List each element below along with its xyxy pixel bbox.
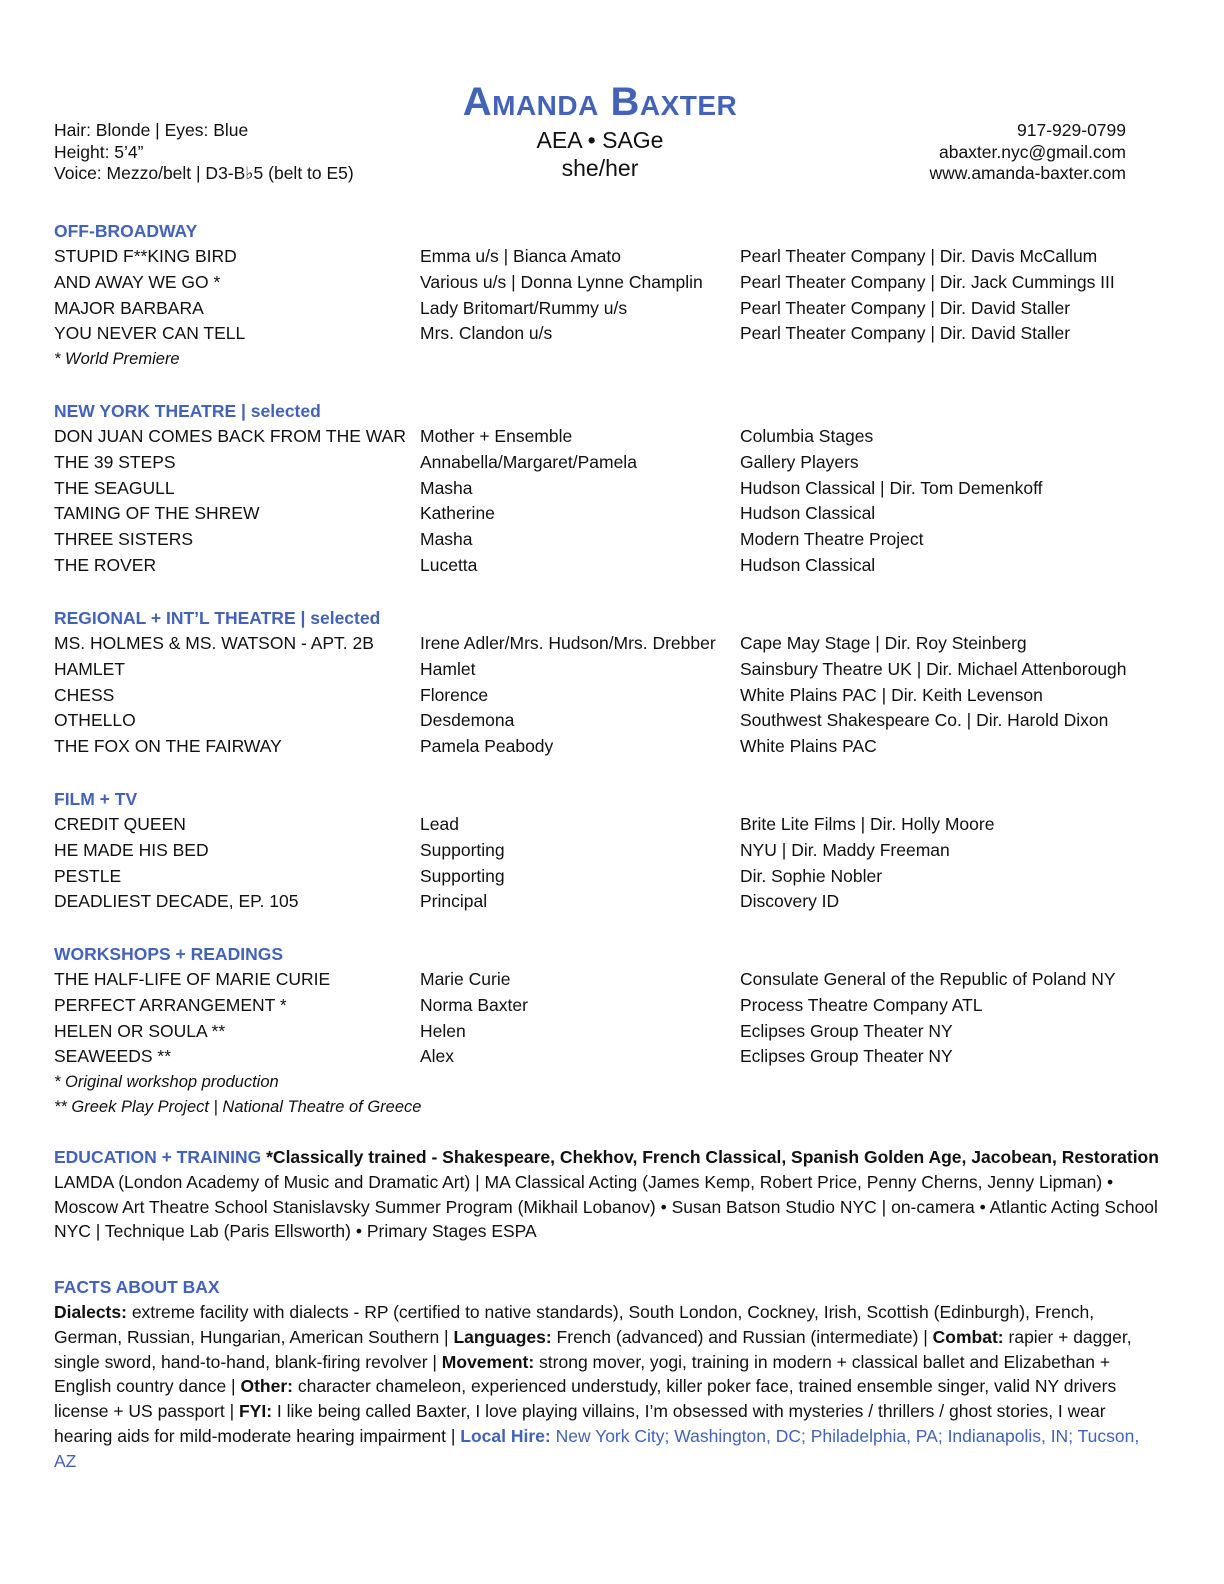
credit-row xyxy=(54,993,1164,1019)
role: Florence xyxy=(420,684,489,705)
show-title: DEADLIEST DECADE, EP. 105 xyxy=(54,891,299,912)
role: Lead xyxy=(420,814,459,834)
role: Mother + Ensemble xyxy=(420,426,573,446)
actor-name: Amanda Baxter xyxy=(462,80,738,124)
credit-row xyxy=(54,270,1164,296)
credit-row xyxy=(54,321,1164,347)
credit-row xyxy=(54,708,1164,734)
credit-row xyxy=(54,734,1164,760)
credit-row xyxy=(54,889,1164,915)
show-title: SEAWEEDS ** xyxy=(54,1046,172,1067)
show-title: HAMLET xyxy=(54,658,125,679)
section-regional-theatre xyxy=(54,605,1164,760)
show-title: MAJOR BARBARA xyxy=(54,297,204,318)
company: Hudson Classical xyxy=(740,554,876,575)
company: NYU | Dir. Maddy Freeman xyxy=(740,839,950,860)
role: Katherine xyxy=(420,503,495,524)
company: Pearl Theater Company | Dir. David Staller xyxy=(740,297,1071,318)
company: Pearl Theater Company | Dir. Jack Cummings III xyxy=(740,271,1115,292)
show-title: THREE SISTERS xyxy=(54,529,194,550)
credit-row xyxy=(54,527,1164,553)
show-title: CREDIT QUEEN xyxy=(54,814,186,834)
website: www.amanda-baxter.com xyxy=(929,163,1126,183)
section-ny-theatre xyxy=(54,398,1164,579)
combat-text: rapier + dagger, single sword, hand-to-hand, blank-firing revolver | xyxy=(54,1326,1132,1372)
show-title: YOU NEVER CAN TELL xyxy=(54,323,246,344)
union-affiliations: AEA • SAGe xyxy=(536,127,664,153)
movement-label: Movement: xyxy=(441,1351,535,1372)
company: Pearl Theater Company | Dir. Davis McCallum xyxy=(740,246,1098,266)
phone: 917-929-0799 xyxy=(1017,120,1126,140)
height: Height: 5’4” xyxy=(54,141,144,162)
credit-row xyxy=(54,683,1164,709)
credit-row xyxy=(54,631,1164,657)
company: White Plains PAC xyxy=(740,736,877,757)
credit-row xyxy=(54,864,1164,890)
show-title: THE HALF-LIFE OF MARIE CURIE xyxy=(54,969,331,989)
show-title: CHESS xyxy=(54,684,115,705)
company: Gallery Players xyxy=(740,451,859,472)
credit-row xyxy=(54,812,1164,838)
role: Norma Baxter xyxy=(420,994,528,1015)
company: Cape May Stage | Dir. Roy Steinberg xyxy=(740,633,1027,653)
local-hire-label: Local Hire: xyxy=(460,1425,551,1446)
company: Columbia Stages xyxy=(740,426,874,446)
section-title: FILM + TV xyxy=(54,789,138,809)
languages-label: Languages: xyxy=(453,1326,552,1347)
show-title: THE ROVER xyxy=(54,554,157,575)
section-title: WORKSHOPS + READINGS xyxy=(54,944,283,964)
credit-row xyxy=(54,967,1164,993)
show-title: PESTLE xyxy=(54,865,122,886)
role: Various u/s | Donna Lynne Champlin xyxy=(420,271,703,292)
company: Discovery ID xyxy=(740,891,840,912)
email: abaxter.nyc@gmail.com xyxy=(938,141,1126,162)
company: Hudson Classical xyxy=(740,503,876,524)
role: Supporting xyxy=(420,839,505,860)
show-title: MS. HOLMES & MS. WATSON - APT. 2B xyxy=(54,633,374,653)
role: Lady Britomart/Rummy u/s xyxy=(420,297,628,318)
company: White Plains PAC | Dir. Keith Levenson xyxy=(740,684,1043,705)
classical-training: *Classically trained - Shakespeare, Chekhov, French Classical, Spanish Golden Age, Jacobean, Restoration xyxy=(266,1147,1159,1167)
credit-row xyxy=(54,424,1164,450)
section-off-broadway xyxy=(54,218,1164,372)
voice: Voice: Mezzo/belt | D3-B♭5 (belt to E5) xyxy=(54,163,354,183)
show-title: HE MADE HIS BED xyxy=(54,839,209,860)
role: Helen xyxy=(420,1020,466,1041)
section-facts xyxy=(54,1274,1164,1474)
role: Masha xyxy=(420,529,473,550)
show-title: STUPID F**KING BIRD xyxy=(54,246,237,266)
section-education xyxy=(54,1145,1164,1244)
movement-text: strong mover, yogi, training in modern + classical ballet and Elizabethan + English country dance | xyxy=(54,1351,1111,1397)
pronouns: she/her xyxy=(561,155,639,181)
credit-row xyxy=(54,1044,1164,1070)
footnote: ** Greek Play Project | National Theatre of Greece xyxy=(54,1097,422,1116)
company: Eclipses Group Theater NY xyxy=(740,1046,953,1067)
credit-row xyxy=(54,501,1164,527)
role: Alex xyxy=(420,1046,455,1067)
show-title: THE FOX ON THE FAIRWAY xyxy=(54,736,282,757)
hair-eyes: Hair: Blonde | Eyes: Blue xyxy=(54,120,249,140)
show-title: AND AWAY WE GO * xyxy=(54,271,221,292)
section-film-tv xyxy=(54,786,1164,915)
section-workshops xyxy=(54,941,1164,1119)
role: Masha xyxy=(420,477,473,498)
role: Pamela Peabody xyxy=(420,736,554,757)
credit-row xyxy=(54,476,1164,502)
languages-text: French (advanced) and Russian (intermediate) | xyxy=(551,1326,933,1347)
local-hire-text: New York City; Washington, DC; Philadelphia, PA; Indianapolis, IN; Tucson, AZ xyxy=(54,1425,1140,1471)
footnote: * World Premiere xyxy=(54,350,180,369)
show-title: TAMING OF THE SHREW xyxy=(54,503,260,524)
role: Desdemona xyxy=(420,710,515,731)
company: Pearl Theater Company | Dir. David Staller xyxy=(740,323,1071,344)
credit-row xyxy=(54,296,1164,322)
company: Southwest Shakespeare Co. | Dir. Harold Dixon xyxy=(740,710,1109,731)
dialects-label: Dialects: xyxy=(54,1302,127,1322)
facts-text xyxy=(54,1300,1164,1474)
credit-row xyxy=(54,244,1164,270)
show-title: THE SEAGULL xyxy=(54,477,175,498)
company: Eclipses Group Theater NY xyxy=(740,1020,953,1041)
show-title: THE 39 STEPS xyxy=(54,451,176,472)
show-title: DON JUAN COMES BACK FROM THE WAR xyxy=(54,426,406,446)
credit-row xyxy=(54,553,1164,579)
role: Supporting xyxy=(420,865,505,886)
role: Emma u/s | Bianca Amato xyxy=(420,246,622,266)
credit-row xyxy=(54,450,1164,476)
section-title: REGIONAL + INT’L THEATRE | selected xyxy=(54,608,381,628)
company: Process Theatre Company ATL xyxy=(740,994,983,1015)
company: Consulate General of the Republic of Poland NY xyxy=(740,969,1116,989)
credit-row xyxy=(54,657,1164,683)
section-title: EDUCATION + TRAINING xyxy=(54,1147,262,1167)
fyi-label: FYI: xyxy=(238,1401,273,1422)
fyi-text: I like being called Baxter, I love playing villains, I’m obsessed with mysteries / thrillers / ghost stories, I wear hearing aids for mild-moderate hearing impairment | xyxy=(54,1401,1106,1446)
role: Marie Curie xyxy=(420,969,511,989)
section-title: NEW YORK THEATRE | selected xyxy=(54,401,321,421)
contact-info xyxy=(930,120,1126,185)
company: Brite Lite Films | Dir. Holly Moore xyxy=(740,814,995,834)
physical-stats xyxy=(54,120,354,185)
role: Principal xyxy=(420,891,488,912)
company: Dir. Sophie Nobler xyxy=(740,865,883,886)
section-title: FACTS ABOUT BAX xyxy=(54,1277,220,1297)
show-title: OTHELLO xyxy=(54,710,136,731)
footnote: * Original workshop production xyxy=(54,1073,279,1092)
role: Mrs. Clandon u/s xyxy=(420,323,553,344)
education-text: LAMDA (London Academy of Music and Dramatic Art) | MA Classical Acting (James Kemp, Robert Price, Penny Cherns, Jenny Lipman) • Moscow Art Theatre School Stanislavsky Summer Program (Mikhail Lobanov) • Susan Batson Studio NYC | on-camera • Atlantic Acting School NYC | Technique Lab (Paris Ellsworth) • Primary Stages ESPA xyxy=(54,1171,1158,1242)
other-text: character chameleon, experienced understudy, killer poker face, trained ensemble singer, valid NY drivers license + US passport | xyxy=(54,1376,1117,1422)
credit-row xyxy=(54,1019,1164,1045)
role: Hamlet xyxy=(420,658,476,679)
show-title: PERFECT ARRANGEMENT * xyxy=(54,994,287,1015)
dialects-text: extreme facility with dialects - RP (certified to native standards), South London, Cockney, Irish, Scottish (Edinburgh), French, German, Russian, Hungarian, American Southern | xyxy=(54,1302,1095,1347)
show-title: HELEN OR SOULA ** xyxy=(54,1020,226,1041)
role: Lucetta xyxy=(420,554,478,575)
company: Modern Theatre Project xyxy=(740,529,924,550)
company: Hudson Classical | Dir. Tom Demenkoff xyxy=(740,477,1043,498)
combat-label: Combat: xyxy=(932,1326,1004,1347)
role: Annabella/Margaret/Pamela xyxy=(420,451,637,472)
credit-row xyxy=(54,838,1164,864)
other-label: Other: xyxy=(240,1376,293,1397)
role: Irene Adler/Mrs. Hudson/Mrs. Drebber xyxy=(420,633,716,653)
section-title: OFF-BROADWAY xyxy=(54,221,198,241)
company: Sainsbury Theatre UK | Dir. Michael Attenborough xyxy=(740,658,1127,679)
